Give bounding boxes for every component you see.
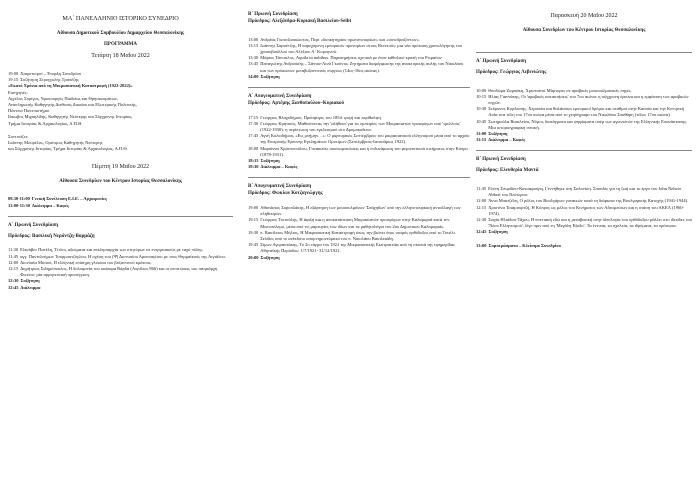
item-time: 17:30 — [248, 120, 259, 126]
list-item — [476, 137, 692, 143]
day3-heading: Παρασκευή 20 Μαΐου 2022 — [550, 13, 618, 19]
list-item — [8, 266, 233, 278]
item-time: 11:45 — [8, 253, 19, 259]
divider — [476, 52, 692, 53]
speaker-line: Ιάκωβος Μιχαηλίδης, Καθηγητής Νεότερης και Σύγχρονης Ιστορίας, — [8, 114, 133, 120]
venue-day3: Αίθουσα Συνεδρίων του Κέντρου Ιστορίας Θεσσαλονίκης — [522, 28, 646, 33]
list-item — [476, 205, 692, 217]
session-b-chair: Πρόεδρος: Αλεξάνδρα-Κυριακή Βασιλείου-Seibt — [248, 18, 352, 24]
item-text: Συμπεράσματα – Κλείσιμο Συνεδρίου — [488, 242, 561, 248]
item-text: Θεοδώρα Ζαμπάκη, Χριστιανοί Μάρτυρες σε αραβικές μουσουλμανικές πηγές. — [488, 87, 632, 93]
item-text: Διάλειμμα – Καφές — [260, 164, 298, 170]
item-text: Αγνή Κολιοδήμου, «Εις μνήμην…»: Ο μαρτυρικός Σεπτέμβριος του μικρασιατικού ελληνισμού μέσα από το αρχείο της Επιτροπής Ερευνης Εγκλημάτων Ομοτίμων (Σεπτέμβριος-Ιανουάριος 1922). — [260, 133, 470, 145]
day1-heading: Τετάρτη 18 Μαΐου 2022 — [91, 53, 150, 59]
item-text: Συζήτηση — [260, 158, 280, 164]
divider — [476, 150, 692, 151]
item-time: 12:00 — [476, 198, 487, 204]
item-text: Συζήτηση — [488, 131, 508, 137]
item-time: 12:45 — [476, 229, 487, 235]
item-time: 12:30 — [476, 217, 487, 223]
session-e-title: Α΄ Πρωινή Συνεδρίαση — [476, 59, 527, 64]
list-item — [248, 121, 470, 133]
item-text: Αθανάσιος Συροπλάκης, Η εξάρτηση των μουσουλμάνων 'Σπάχηδων' από την ελληνοτουρκική ανταλλαγή των πληθυσμών. — [260, 205, 461, 217]
session-d-chair: Πρόεδρος: Φωκίων Κοτζαγεώργης — [248, 191, 323, 197]
item-text: αγγ. Παντελεήμων Τσορμπατζόγλου, Η σχέση του (Ψ) Διονυσίου Αρεοπαγίτου με τους Θερμαϊκούς της Αιγιάλου. — [20, 253, 226, 259]
item-time: 19:45 — [248, 242, 259, 248]
item-text: Μαριάννα Χριστοπούλου, Γυναικείες συσσωματώσεις και η ενδυνάμωση του φεμινιστικού κινήματος στην Κύπρο (1878-1931). — [260, 145, 468, 157]
session-c-title: Α΄ Απογευματινή Συνεδρίαση — [248, 94, 312, 100]
item-time: 11:00 — [476, 131, 487, 137]
programme-heading: ΠΡΟΓΡΑΜΜΑ — [104, 42, 137, 47]
list-item — [476, 229, 692, 235]
item-text: Στέφανος Κορδώσης, Χερσαίοι και θαλάσσιοι εμπορικοί δρόμοι και σταθμοί στην Κασπία και την Κεντρική Ασία στα τέλη του 17ου αιώνα μέσα από το χειρόγραφο του Νικολάου Σπαθάρη (τέλος 17ου αιώνα). — [488, 106, 685, 118]
item-time: 11:45 — [476, 186, 487, 192]
speaker-line: Τμήμα Ιστορίας & Αρχαιολογίας, Α.Π.Θ. — [8, 120, 83, 126]
item-text: Γεώργιος Βλαχοδήμου, Πρόσφυγες του 1854: φυγή και περίθαλψη. — [260, 114, 382, 120]
session-f-chair: Πρόεδρος: Ελευθερία Μαντά — [476, 168, 539, 174]
item-text: Διάλειμμα – Καφές — [488, 137, 526, 143]
item-time: 12:30 — [8, 278, 19, 284]
session-d-title: Β΄ Απογευματινή Συνεδρίαση — [248, 184, 312, 190]
item-time: 10:15 — [476, 93, 487, 99]
column-day3 — [476, 12, 692, 249]
item-time: 18:00 — [248, 145, 259, 151]
item-time: 19:00 — [8, 71, 19, 76]
item-time: 12:15 — [476, 204, 487, 210]
item-text: Γεώργιος Τσιτσόλης, Η άφιξη και η αποκατάσταση Μικρασιατών προσφύγων στην Καλαμαριά κατά τον Μεσοπόλεμο, μέσα από τις μαρτυρίες των ιδίων και τα μαθητολόγια του 2ου Δημοτικού Καλαμαριάς. — [260, 217, 450, 229]
list-item — [248, 217, 470, 229]
item-time: 11:30 — [8, 247, 19, 253]
session-a-chair: Πρόεδρος: Βασιλική Νεράντζη-Βαρμάζη — [8, 233, 95, 239]
item-time: 17:45 — [248, 133, 259, 139]
item-time: 12:00 — [8, 259, 19, 265]
item-time: 12:45 — [8, 284, 19, 290]
list-item — [248, 146, 470, 158]
coordinator-label: Συντονίζει: — [8, 133, 29, 139]
item-time: 11:00-11:30 — [8, 202, 30, 208]
item-time: 13:45 — [248, 61, 259, 67]
item-text: Σίμων Αγοραστάκης, Το 2ο τάγμα του 1921 της Μικρασιατικής Εκστρατείας από τη σκοπιά της εφημερίδας Αθηναϊκής Περίοδος: 1/7/1921- 31/12/1921. — [260, 242, 456, 254]
speaker-line: Πάντειο Πανεπιστήμιο — [8, 108, 50, 114]
session-a-title: Α΄ Πρωινή Συνεδρίαση — [8, 222, 59, 228]
list-item — [8, 203, 233, 209]
item-time: 09.30-11:00 — [8, 196, 30, 202]
item-text: Χριστίνα Τσιαμουρτζή, Η Κύπρος ως μέλος του Κινήματος των Αδεσμεύτων και η στάση του ΑΚΕΛ (1960-1974). — [488, 204, 684, 216]
item-text: Παναγιώτης Ανδρούσης – Σάντια-Λινά Γκούντα, Ζητήματα διαμόρφωσης της ανακτορικής αυλής του Νικολάου και των πρόσωπων μεταβυζαντινούς πύργους (14ος-16ος αιώνας). — [260, 61, 464, 73]
item-time: 12:15 — [8, 266, 19, 272]
item-time: 13:00 — [476, 242, 487, 248]
item-time: 10:30 — [476, 106, 487, 112]
item-text: Γεώργιος Κρητικός, Μαθαίνοντας την 'αλήθεια' για τις εμπειρίες των Μικρασιατών προσφύγων από 'τρελλούς' (1922-1930): η περίπτωση του εγκλεισμού στο Δρομοκαΐτειο. — [260, 120, 461, 133]
item-text: Συζήτηση — [260, 254, 280, 260]
item-text: Ελένη Σπυρίδου-Κατσαφούρη, Γεννήθηκε στη Σαλονίκη. Σπουδές για τη ζωή και το έργο του John Nelson Abbott του Νεότερου. — [488, 186, 681, 198]
divider — [8, 216, 233, 217]
list-item — [248, 242, 470, 254]
item-text: Σοφία Ηλιάδου-Τάχου, Η ποντιακή εδώ και η μεταβατική στην ιδεολογία του ορθόδοξου μάλλιτ στο ιδεώδες του 'Νέου Ελληνισμού', λίγο πριν από τη 'Μεγάλη Εξοδο': Τα έντυπα, τα σχολεία, τα ιδρύματα, τα πρόσωπα. — [488, 217, 692, 229]
item-time: 20:00 — [248, 254, 259, 260]
roundtable-title: «Εκατό Χρόνια από τη Μικρασιατική Καταστροφή (1922-2022)» — [8, 83, 133, 89]
session-b-title: Β΄ Πρωινή Συνεδρίαση — [248, 12, 298, 17]
session-f-title: Β΄ Πρωινή Συνεδρίαση — [476, 157, 526, 163]
list-item — [248, 164, 470, 170]
speaker-line: Αναπληρωτής Καθηγητής Διεθνούς Δικαίου και Εξωτερικής Πολιτικής, — [8, 102, 137, 108]
list-item — [476, 186, 692, 198]
item-text: Διάλειμμα — [20, 284, 41, 290]
item-time: 19:15 — [248, 217, 259, 223]
item-time: 13:00 — [248, 36, 259, 42]
column-day1-day2 — [8, 12, 233, 291]
list-item — [476, 94, 692, 106]
item-text: Άννα Μπατζέλη, Ο ρόλος του Βουλγάρων γυναικών κατά τη διάρκεια της Βουλγαρικής Κατοχής (1941-1944). — [488, 198, 689, 204]
item-text: Ιωάννης Σαρσέτζης, Η παρεχόμενη εμπορικών προνομίων στους Βενετούς: μια νέα πρόταση χρονολόγησης του χρυσοβούλλου του Αλέξιου Α΄ Κομνηνού. — [260, 42, 463, 54]
item-time: 19:30 — [248, 229, 259, 235]
item-time: 13:30 — [248, 55, 259, 61]
item-text: Ηλίας Γιαννάκης, Οι 'αραβικές κατακτήσεις' του 7ου αιώνα: η σύγχρονη έρευνα και η εμφάνιση των αραβικών πηγών. — [488, 93, 689, 105]
list-item — [476, 243, 692, 249]
item-text: Συζήτηση — [20, 278, 40, 284]
list-item — [476, 119, 692, 131]
speakers-label: Εισηγητές: — [8, 89, 28, 95]
list-item — [476, 106, 692, 118]
list-item — [248, 74, 470, 80]
item-text: Χαιρετισμοί – Έναρξη Συνεδρίου — [20, 71, 82, 76]
day2-heading: Πέμπτη 19 Μαΐου 2022 — [91, 164, 150, 171]
list-item — [248, 205, 470, 217]
session-c-chair: Πρόεδρος: Αρτέμης Ξανθοπούλου–Κυριακού — [248, 100, 345, 106]
item-text: Δημήτριος Σιδηρόπουλος, Η δολοφονία του καίσαρα Βάρδα (Απρίλιος 866) και οι επιπτώσεις του πατριάρχη Φωτίου: μία αρμηνευτική προσέγγιση. — [20, 266, 218, 278]
item-text: Διάλειμμα – Καφές — [32, 202, 69, 208]
item-time: 19:15 — [8, 77, 19, 83]
item-time: 19:00 — [248, 205, 259, 211]
item-text: Ανδρέας Γκουτζιουκώστας, Περί «διοικητηρίου πρωτονοταρίων» και «συνεδραζόντων». — [260, 36, 420, 42]
item-time: 18:30 — [248, 164, 259, 170]
divider — [248, 87, 470, 88]
venue-day2: Αίθουσα Συνεδρίων του Κέντρου Ιστορίας Θεσσαλονίκης — [59, 179, 182, 185]
list-item — [248, 43, 470, 55]
list-item — [248, 255, 470, 261]
session-e-chair: Πρόεδρος: Γεώργιος Λεβενιώτης — [476, 69, 547, 75]
item-text: Διονύσία Μισιού, Η ελληνική επίσημη γλώσσα του βυζαντινού κράτους. — [20, 259, 152, 265]
item-text: Γενική Συνέλευση Ε.Ι.Ε. – Αρχαιρεσίες — [31, 196, 107, 202]
venue-top: Αίθουσα Δημοτικού Συμβουλίου Δημαρχείου Θεσσαλονίκης — [56, 31, 185, 36]
speaker-line: Αγγέλος Συρίγος, Υφυπουργός Παιδείας και Θρησκευμάτων, — [8, 95, 118, 101]
list-item — [248, 61, 470, 73]
item-text: Συζήτηση Στρογγυλής Τραπέζης — [20, 77, 79, 83]
item-time: 17:15 — [248, 114, 259, 120]
list-item — [476, 217, 692, 229]
coordinator-line: Ιωάννης Μουρέλος, Ομότιμος Καθηγητής Νεότερης — [8, 140, 103, 146]
item-text: Σωτηρούλα Βασιλείου, Νόμοι, διατάγματα και ψηφίσματα υπέρ των αγωνιστών της Ελληνικής Επανάστασης. Μια ιστοριογραφική οπτική. — [488, 118, 688, 130]
item-time: 18:15 — [248, 158, 259, 164]
divider — [248, 177, 470, 178]
item-time: 10:00 — [476, 87, 487, 93]
item-time: 13:15 — [248, 42, 259, 48]
item-text: Ελισάβετ Πανέλη, Τίτλοι, αξιώματα και εκκλησιαρχία των κτητόρων σε ενεργειακούς με ταχύ πόλης. — [20, 247, 204, 253]
item-text: Συζήτηση — [260, 73, 280, 79]
list-item — [248, 133, 470, 145]
coordinator-line: και Σύγχρονης Ιστορίας, Τμήμα Ιστορίας & Αρχαιολογίας, Α.Π.Θ. — [8, 146, 128, 152]
item-time: 10:45 — [476, 118, 487, 124]
item-time: 14:00 — [248, 73, 259, 79]
item-text: Μάριος Τάντσιλος, Aquila in nubibus. Παρατηρήσεις σχετικά με έναν κάθολικό κρατή του Ρωμαίων. — [260, 55, 443, 61]
list-item — [8, 285, 233, 291]
item-time: 11:15 — [476, 137, 487, 143]
item-text: Συζήτηση — [488, 229, 508, 235]
list-item — [248, 230, 470, 242]
item-text: π. Βασίλειος Μήλιος, Η Μικρασιατική Καταστροφή όπως την βιώνει ένας νεαρός ορθόδοξος από το Τουέλι. Σελίδες από το ανέκδοτο απομνημονεύματα του π. Νικολάου Βασιλειάδη. — [260, 229, 456, 242]
congress-title: ΜΑ΄ ΠΑΝΕΛΛΗΝΙΟ ΙΣΤΟΡΙΚΟ ΣΥΝΕΔΡΙΟ — [62, 15, 179, 22]
column-day2-sessions — [248, 12, 470, 261]
